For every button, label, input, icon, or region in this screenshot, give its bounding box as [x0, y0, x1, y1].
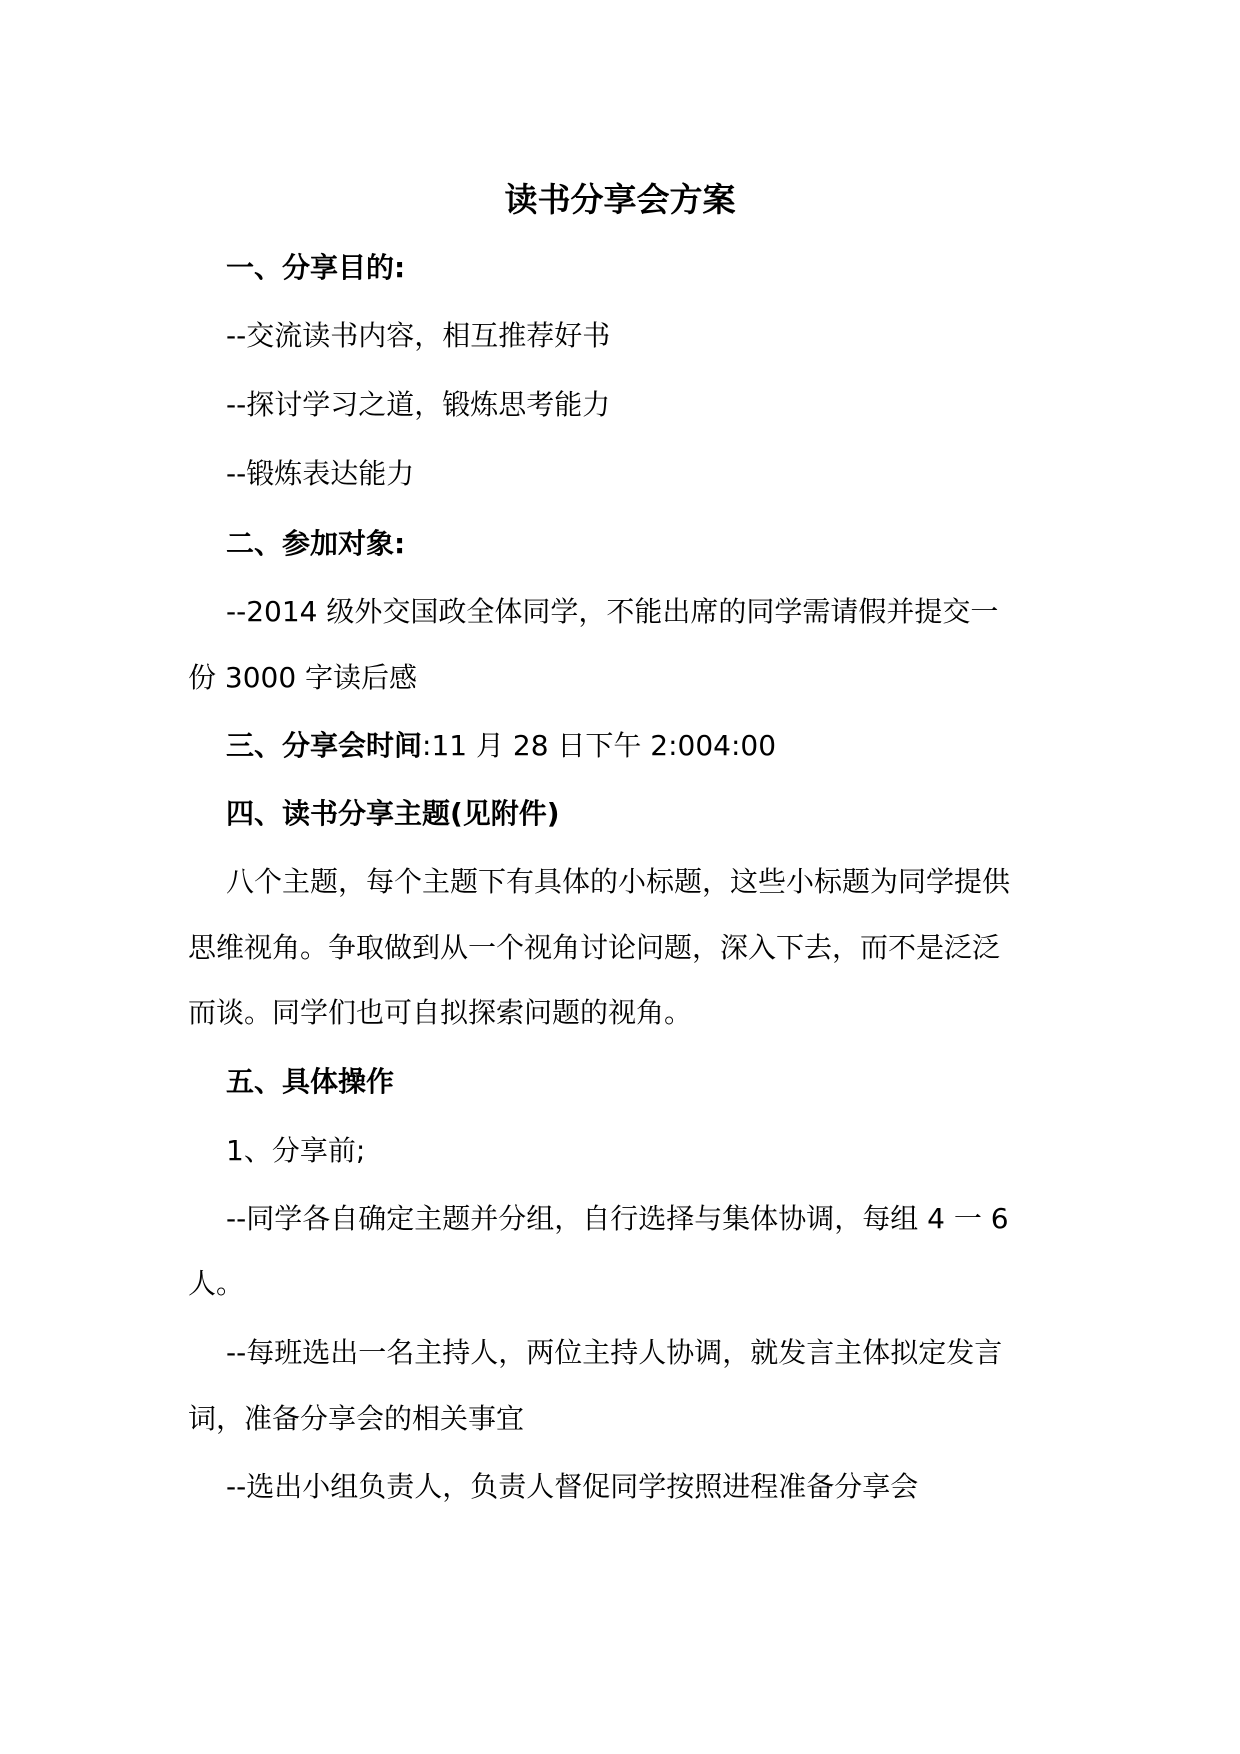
section-3-line	[226, 726, 776, 766]
section-3-heading: 三、分享会时间	[226, 729, 423, 762]
section-4-heading: 四、读书分享主题(见附件)	[226, 797, 560, 830]
section-5-item-2-line-1: --每班选出一名主持人，两位主持人协调，就发言主体拟定发言	[226, 1336, 1003, 1369]
document-title: 读书分享会方案	[504, 180, 736, 219]
section-2-text-line-2: 份 3000 字读后感	[188, 661, 418, 694]
section-5-item-1-line-1: --同学各自确定主题并分组，自行选择与集体协调，每组 4 一 6	[226, 1202, 1009, 1235]
section-1-heading: 一、分享目的:	[226, 251, 406, 284]
section-1-item-3: --锻炼表达能力	[226, 457, 415, 490]
section-5-subheading: 1、分享前;	[226, 1134, 366, 1167]
section-2-heading: 二、参加对象:	[226, 527, 406, 560]
section-4-paragraph-line-3: 而谈。同学们也可自拟探索问题的视角。	[188, 996, 693, 1029]
section-5-heading: 五、具体操作	[226, 1065, 395, 1098]
section-5-item-1-line-2: 人。	[188, 1267, 245, 1300]
section-5-item-3: --选出小组负责人，负责人督促同学按照进程准备分享会	[226, 1470, 919, 1503]
section-4-paragraph-line-2: 思维视角。争取做到从一个视角讨论问题，深入下去，而不是泛泛	[188, 931, 1001, 964]
section-1-item-1: --交流读书内容，相互推荐好书	[226, 319, 611, 352]
section-4-paragraph-line-1: 八个主题，每个主题下有具体的小标题，这些小标题为同学提供	[226, 865, 1011, 898]
section-1-item-2: --探讨学习之道，锻炼思考能力	[226, 388, 611, 421]
section-3-time-value: :11 月 28 日下午 2:004:00	[422, 729, 777, 762]
section-5-item-2-line-2: 词，准备分享会的相关事宜	[188, 1402, 525, 1435]
section-2-text-line-1: --2014 级外交国政全体同学，不能出席的同学需请假并提交一	[226, 595, 999, 628]
